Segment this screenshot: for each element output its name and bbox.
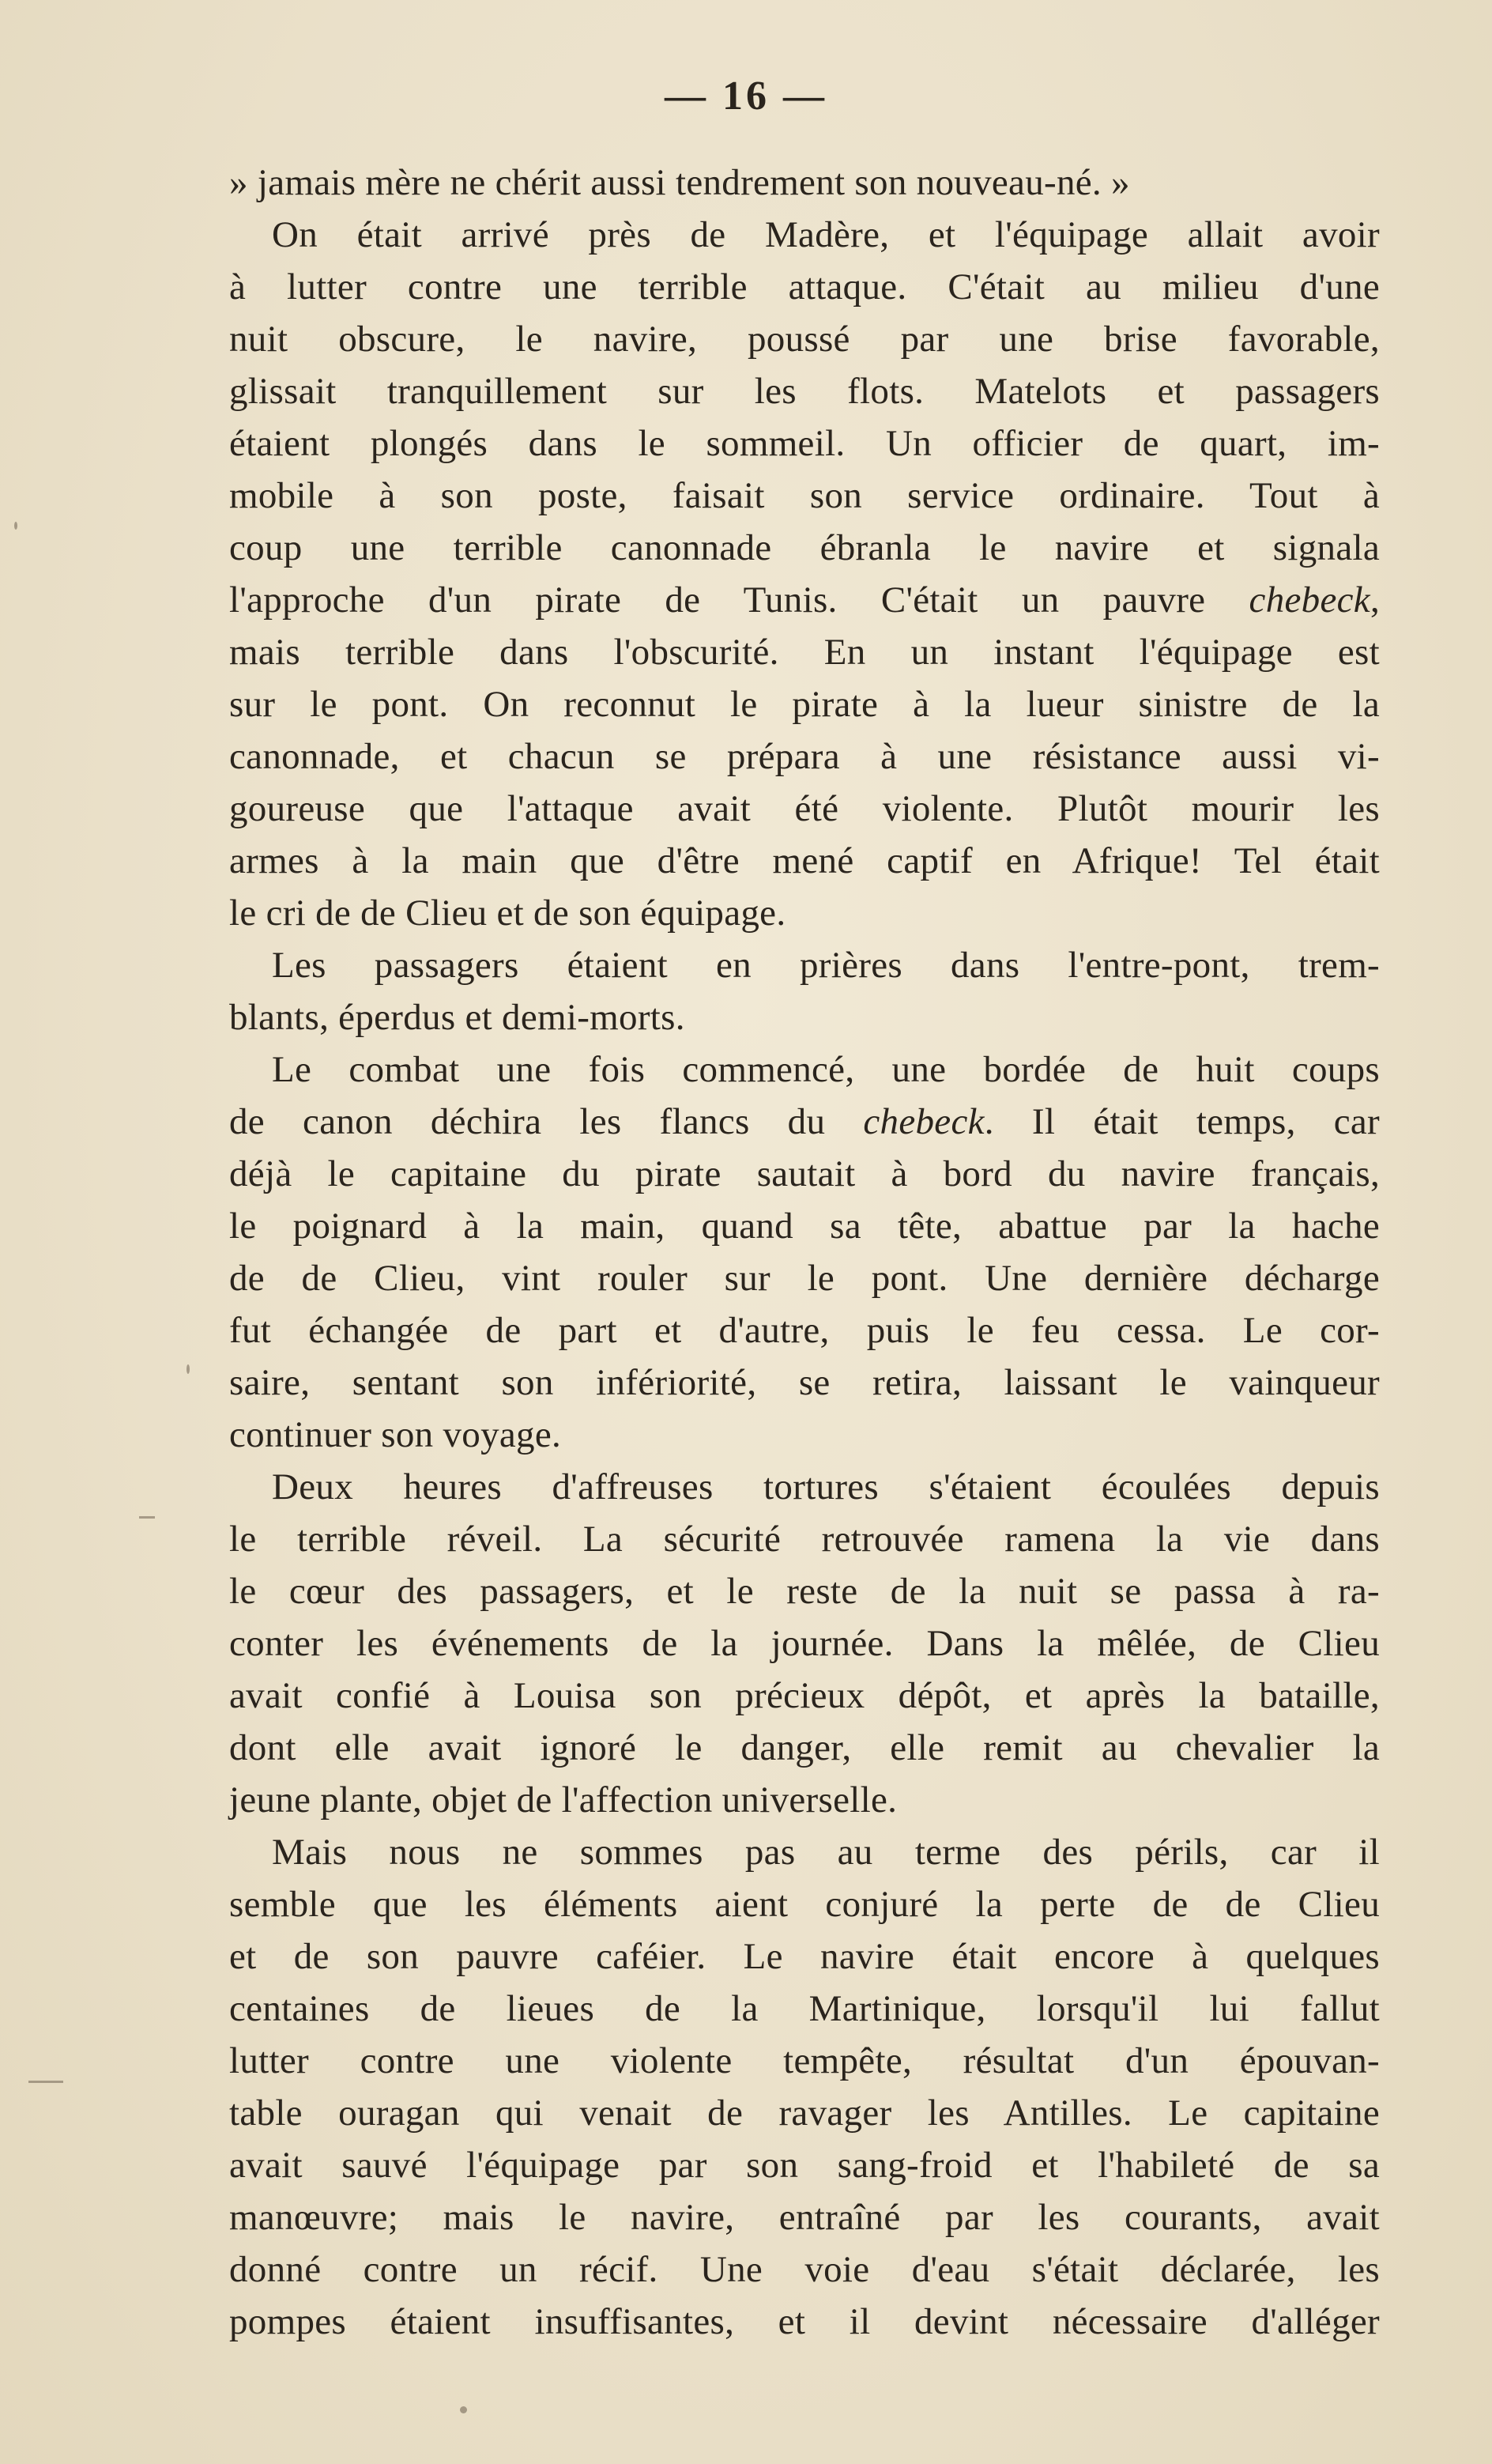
text-line: le terrible réveil. La sécurité retrouvée ramena la vie dans [229, 1519, 1380, 1560]
text-line: On était arrivé près de Madère, et l'équipage allait avoir [272, 214, 1380, 255]
text-line: le cri de de Clieu et de son équipage. [229, 892, 786, 934]
text-line: et de son pauvre caféier. Le navire était encore à quelques [229, 1936, 1380, 1977]
text-line: canonnade, et chacun se prépara à une résistance aussi vi- [229, 736, 1380, 777]
paper-speck [14, 522, 17, 530]
text-line: l'approche d'un pirate de Tunis. C'était un pauvre chebeck, [229, 579, 1380, 621]
text-line: goureuse que l'attaque avait été violente. Plutôt mourir les [229, 788, 1380, 829]
text-line: avait sauvé l'équipage par son sang-froid et l'habileté de sa [229, 2145, 1380, 2186]
text-line: à lutter contre une terrible attaque. C'était au milieu d'une [229, 266, 1380, 308]
italic-word: chebeck [863, 1101, 985, 1142]
text-line: pompes étaient insuffisantes, et il devint nécessaire d'alléger [229, 2301, 1380, 2342]
text-line: dont elle avait ignoré le danger, elle remit au chevalier la [229, 1727, 1380, 1768]
text-line: table ouragan qui venait de ravager les Antilles. Le capitaine [229, 2092, 1380, 2134]
margin-mark [139, 1516, 155, 1519]
text-line: conter les événements de la journée. Dans la mêlée, de Clieu [229, 1623, 1380, 1664]
text-line: nuit obscure, le navire, poussé par une brise favorable, [229, 319, 1380, 360]
text-line: centaines de lieues de la Martinique, lorsqu'il lui fallut [229, 1988, 1380, 2029]
paper-speck [186, 1364, 190, 1374]
text-line: le cœur des passagers, et le reste de la nuit se passa à ra- [229, 1571, 1380, 1612]
text-line: Le combat une fois commencé, une bordée de huit coups [272, 1049, 1380, 1090]
text-line: jeune plante, objet de l'affection universelle. [229, 1779, 898, 1821]
text-line: Deux heures d'affreuses tortures s'étaient écoulées depuis [272, 1466, 1380, 1507]
paper-speck [460, 2406, 467, 2413]
italic-word: chebeck [1249, 579, 1370, 621]
text-line: donné contre un récif. Une voie d'eau s'était déclarée, les [229, 2249, 1380, 2290]
text-line: saire, sentant son infériorité, se retira, laissant le vainqueur [229, 1362, 1380, 1403]
text-line: Mais nous ne sommes pas au terme des périls, car il [272, 1832, 1380, 1873]
text-line: coup une terrible canonnade ébranla le navire et signala [229, 527, 1380, 568]
text-line: fut échangée de part et d'autre, puis le feu cessa. Le cor- [229, 1310, 1380, 1351]
text-line: Les passagers étaient en prières dans l'entre-pont, trem- [272, 945, 1380, 986]
text-line: lutter contre une violente tempête, résultat d'un épouvan- [229, 2040, 1380, 2081]
text-line: sur le pont. On reconnut le pirate à la lueur sinistre de la [229, 684, 1380, 725]
text-line: mais terrible dans l'obscurité. En un instant l'équipage est [229, 632, 1380, 673]
text-line: avait confié à Louisa son précieux dépôt, et après la bataille, [229, 1675, 1380, 1716]
page-number: — 16 — [665, 74, 827, 119]
text-line: étaient plongés dans le sommeil. Un officier de quart, im- [229, 423, 1380, 464]
text-line: continuer son voyage. [229, 1414, 562, 1455]
margin-mark [28, 2081, 63, 2083]
text-line: de canon déchira les flancs du chebeck. Il était temps, car [229, 1101, 1381, 1142]
text-line: glissait tranquillement sur les flots. Matelots et passagers [229, 371, 1380, 412]
text-line: de de Clieu, vint rouler sur le pont. Une dernière décharge [229, 1258, 1380, 1299]
text-line: manœuvre; mais le navire, entraîné par les courants, avait [229, 2197, 1380, 2238]
text-line: semble que les éléments aient conjuré la perte de de Clieu [229, 1884, 1380, 1925]
text-line: mobile à son poste, faisait son service ordinaire. Tout à [229, 475, 1380, 516]
text-line: déjà le capitaine du pirate sautait à bord du navire français, [229, 1153, 1380, 1194]
text-line: » jamais mère ne chérit aussi tendrement son nouveau-né. » [229, 162, 1130, 203]
text-line: blants, éperdus et demi-morts. [229, 997, 685, 1038]
text-line: armes à la main que d'être mené captif en Afrique! Tel était [229, 840, 1380, 881]
text-line: le poignard à la main, quand sa tête, abattue par la hache [229, 1206, 1380, 1247]
